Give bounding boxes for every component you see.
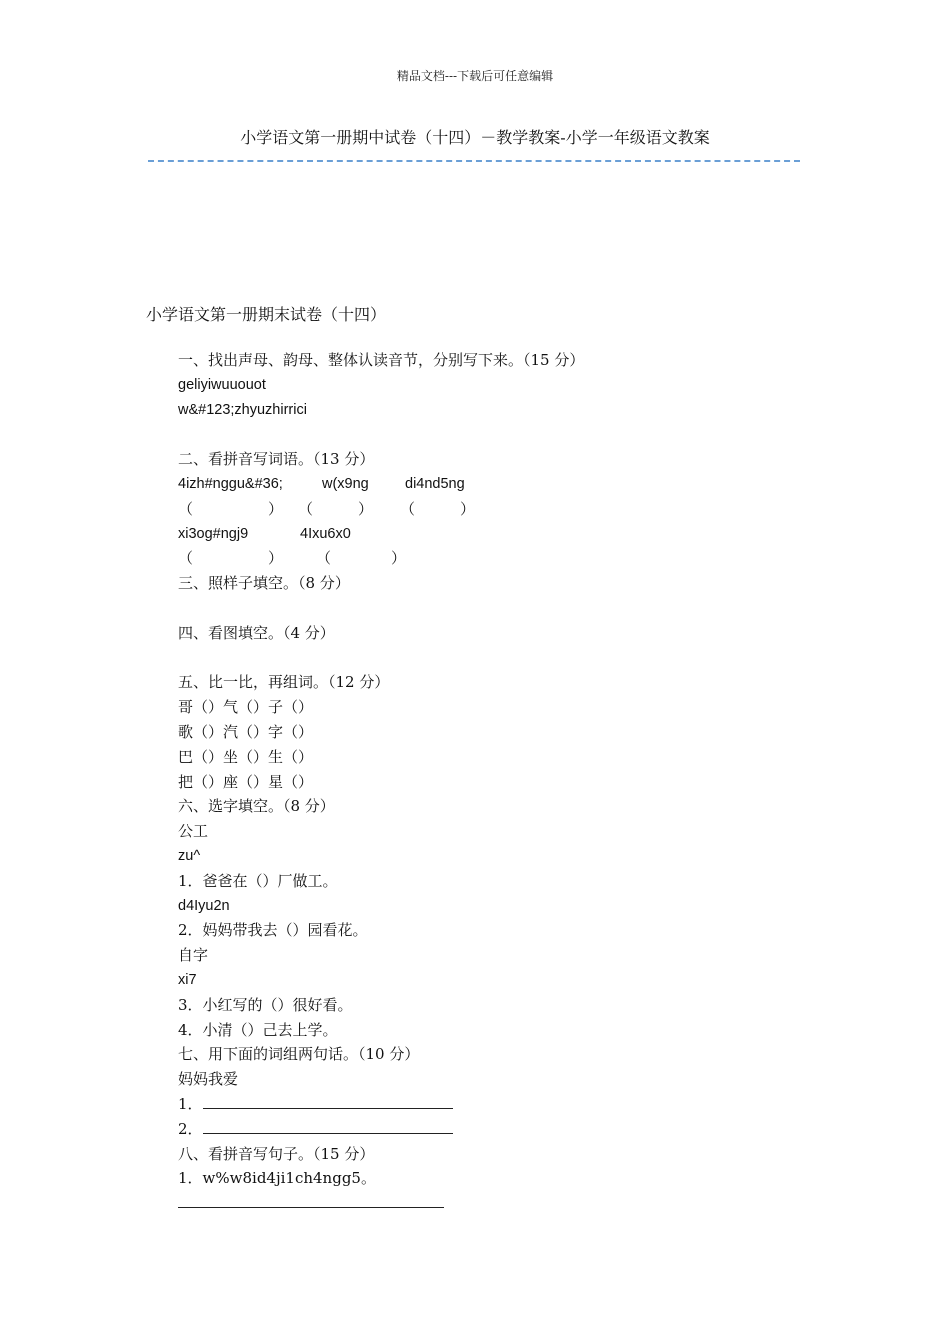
answer-blank — [178, 1193, 444, 1208]
exam-content — [178, 348, 778, 1216]
q5-row: 歌（）汽（）字（） — [178, 722, 314, 741]
pinyin-item: di4nd5ng — [405, 475, 465, 492]
q6-heading: 六、选字填空。（8 分） — [178, 797, 335, 816]
q4-heading: 四、看图填空。（4 分） — [178, 623, 335, 642]
q1-heading: 一、找出声母、韵母、整体认读音节，分别写下来。（15 分） — [178, 351, 585, 369]
q6-line: 公工 — [178, 822, 209, 841]
spacer — [178, 596, 778, 621]
q6-line: xi7 — [178, 971, 197, 988]
header-note: 精品文档---下载后可任意编辑 — [396, 69, 554, 83]
q6-line: 自字 — [178, 946, 209, 965]
q6-line: 1．爸爸在（）厂做工。 — [178, 871, 338, 890]
pinyin-item: w(x9ng — [322, 475, 369, 492]
q6-line: d4Iyu2n — [178, 897, 230, 914]
pinyin-item: 4Ixu6x0 — [300, 525, 351, 542]
pinyin-item: xi3og#ngj9 — [178, 525, 249, 542]
q2-answer-row-1 — [178, 497, 778, 522]
answer-parens: （ ） — [178, 499, 284, 518]
answer-blank — [203, 1094, 453, 1109]
exam-title: 小学语文第一册期末试卷（十四） — [146, 305, 387, 324]
item-number: 1． — [178, 1094, 203, 1113]
answer-parens: （ ） — [298, 499, 374, 518]
q8-answer-line — [178, 1191, 778, 1216]
q6-line: 2．妈妈带我去（）园看花。 — [178, 921, 368, 940]
q7-answer-line-2 — [178, 1117, 778, 1142]
q5-row: 把（）座（）星（） — [178, 772, 314, 791]
document-title: 小学语文第一册期中试卷（十四）－教学教案-小学一年级语文教案 — [240, 128, 710, 147]
q6-line: 3．小红写的（）很好看。 — [178, 995, 353, 1014]
q2-heading: 二、看拼音写词语。（13 分） — [178, 450, 375, 469]
answer-parens: （ ） — [178, 549, 284, 568]
q1-letters-line-1: geliyiwuuouot — [178, 376, 266, 393]
q5-heading: 五、比一比，再组词。（12 分） — [178, 673, 390, 692]
answer-blank — [203, 1119, 453, 1134]
answer-parens: （ ） — [316, 549, 407, 568]
q6-line: 4．小清（）己去上学。 — [178, 1020, 338, 1039]
q5-row: 哥（）气（）子（） — [178, 698, 314, 717]
q8-heading: 八、看拼音写句子。（15 分） — [178, 1144, 375, 1163]
q6-line: zu^ — [178, 847, 201, 864]
q7-words: 妈妈我爱 — [178, 1070, 239, 1089]
q2-answer-row-2 — [178, 546, 778, 571]
q7-answer-line-1 — [178, 1092, 778, 1117]
answer-parens: （ ） — [400, 499, 476, 518]
spacer — [178, 422, 778, 447]
spacer — [178, 646, 778, 671]
q8-item-1: 1．w%w8id4ji1ch4ngg5。 — [178, 1169, 376, 1188]
pinyin-item: 4izh#nggu&#36; — [178, 475, 283, 492]
dashed-divider — [148, 160, 800, 162]
q1-letters-line-2: w&#123;zhyuzhirrici — [178, 401, 307, 418]
item-number: 2． — [178, 1119, 203, 1138]
q3-heading: 三、照样子填空。（8 分） — [178, 574, 350, 593]
q2-pinyin-row-2 — [178, 522, 778, 547]
q7-heading: 七、用下面的词组两句话。（10 分） — [178, 1045, 420, 1064]
q2-pinyin-row-1 — [178, 472, 778, 497]
q5-row: 巴（）坐（）生（） — [178, 747, 314, 766]
